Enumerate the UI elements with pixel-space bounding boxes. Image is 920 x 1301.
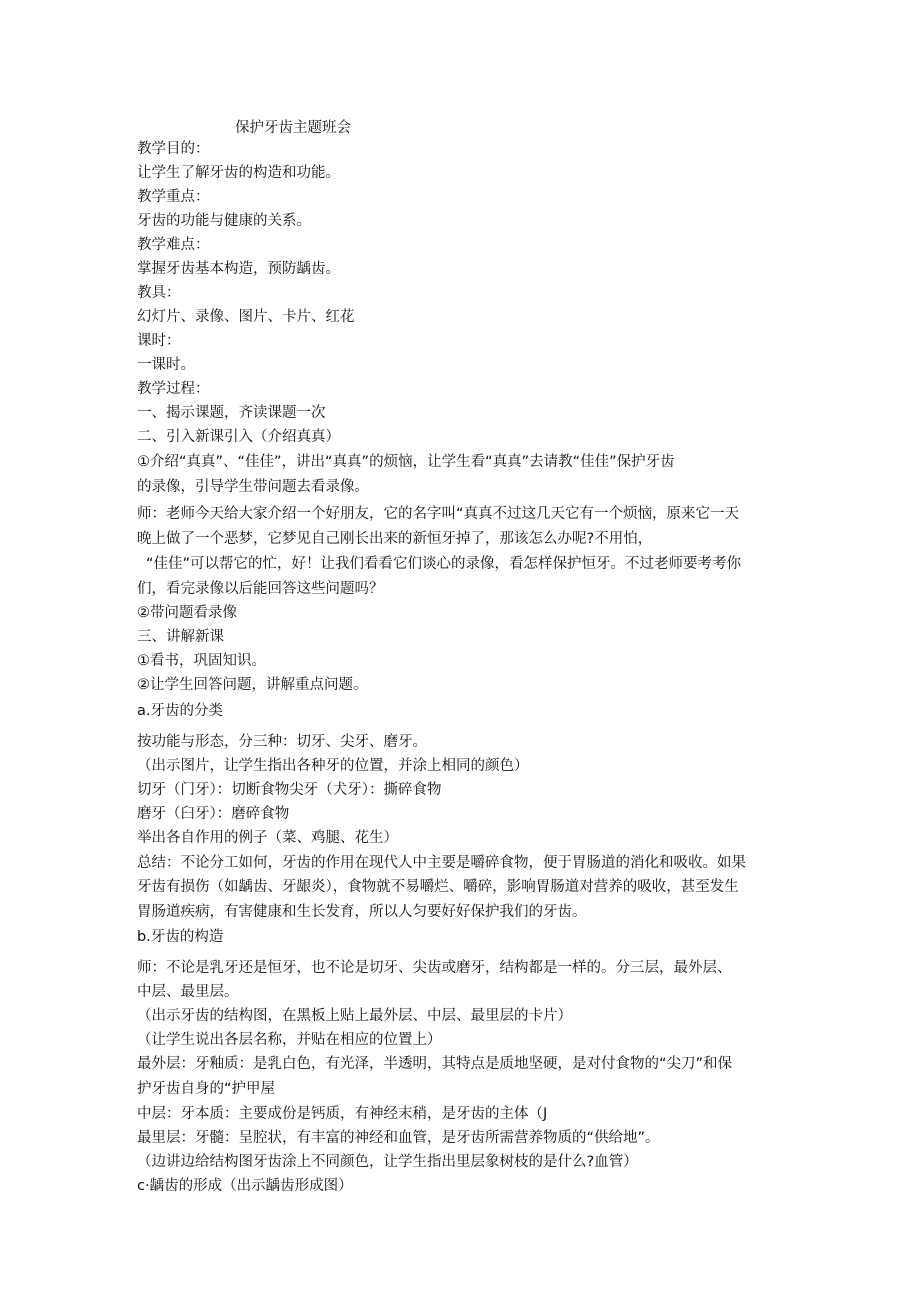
- paragraph-line: 磨牙（臼牙）：磨碎食物: [137, 806, 290, 822]
- paragraph-line: 让学生了解牙齿的构造和功能。: [137, 165, 340, 181]
- paragraph-line: ①看书，巩固知识。: [137, 653, 266, 669]
- section-heading-teaching-aids: 教具：: [137, 285, 181, 301]
- paragraph-line: “佳佳”可以帮它的忙，好！让我们看看它们谈心的录像，看怎样保护恒牙。不过老师要考考你: [146, 556, 742, 572]
- paragraph-line: 师：不论是乳牙还是恒牙，也不论是切牙、尖齿或磨牙，结构都是一样的。分三层，最外层、: [137, 960, 732, 976]
- paragraph-line: 二、引入新课引入（介绍真真）: [137, 429, 340, 445]
- paragraph-line: 一课时。: [137, 357, 195, 373]
- document-title: 保护牙齿主题班会: [235, 120, 351, 136]
- section-heading-process: 教学过程：: [137, 381, 210, 397]
- paragraph-line: ①介绍“真真”、“佳佳”，讲出“真真”的烦恼，让学生看“真真”去请教“佳佳”保护牙齿: [137, 454, 675, 470]
- paragraph-line: 的录像，引导学生带问题去看录像。: [137, 479, 369, 495]
- paragraph-line: 总结：不论分工如何，牙齿的作用在现代人中主要是嚼碎食物，便于胃肠道的消化和吸收。如果: [137, 855, 746, 871]
- paragraph-line: 最里层：牙髓：呈腔状，有丰富的神经和血管，是牙齿所需营养物质的“供给地”。: [137, 1130, 660, 1146]
- paragraph-line: 们，看完录像以后能回答这些问题吗？: [137, 581, 384, 597]
- paragraph-line: 三、讲解新课: [137, 629, 224, 645]
- paragraph-line: 最外层：牙釉质：是乳白色，有光泽，半透明，其特点是质地坚硬，是对付食物的“尖刀”和保: [137, 1056, 733, 1072]
- paragraph-line: 中层：牙本质：主要成份是钙质，有神经末稍，是牙齿的主体（J: [137, 1106, 548, 1122]
- paragraph-line: 牙齿有损伤（如龋齿、牙龈炎），食物就不易嚼烂、嚼碎，影响胃肠道对营养的吸收，甚至发生: [137, 879, 739, 895]
- paragraph-line: （边讲边给结构图牙齿涂上不同颜色，让学生指出里层象树枝的是什么?血管）: [137, 1154, 638, 1170]
- paragraph-line: 掌握牙齿基本构造，预防龋齿。: [137, 261, 340, 277]
- paragraph-line: （出示牙齿的结构图，在黑板上贴上最外层、中层、最里层的卡片）: [137, 1008, 572, 1024]
- paragraph-line: 胃肠道疾病，有害健康和生长发育，所以人匀要好好保护我们的牙齿。: [137, 904, 587, 920]
- section-heading-difficulties: 教学难点：: [137, 237, 210, 253]
- section-heading-key-points: 教学重点：: [137, 189, 210, 205]
- paragraph-line: 幻灯片、录像、图片、卡片、红花: [137, 309, 355, 325]
- paragraph-line: （出示图片，让学生指出各种牙的位置，并涂上相同的颜色）: [137, 758, 529, 774]
- paragraph-line: ②带问题看录像: [137, 605, 237, 621]
- paragraph-line: 一、揭示课题，齐读课题一次: [137, 405, 326, 421]
- paragraph-line: 中层、最里层。: [137, 984, 239, 1000]
- paragraph-line: 按功能与形态，分三种：切牙、尖牙、磨牙。: [137, 734, 427, 750]
- paragraph-line: 举出各自作用的例子（菜、鸡腿、花生）: [137, 830, 398, 846]
- subsection-heading: b.牙齿的构造: [137, 929, 224, 945]
- section-heading-objective: 教学目的：: [137, 141, 210, 157]
- subsection-heading: a.牙齿的分类: [137, 703, 223, 719]
- paragraph-line: （让学生说出各层名称，并贴在相应的位置上）: [137, 1032, 442, 1048]
- paragraph-line: 护牙齿自身的“护甲屋: [137, 1081, 276, 1097]
- section-heading-class-hours: 课时：: [137, 333, 181, 349]
- paragraph-line: 晚上做了一个恶梦，它梦见自己刚长出来的新恒牙掉了，那该怎么办呢?不用怕，: [137, 531, 653, 547]
- paragraph-line: 师：老师今天给大家介绍一个好朋友，它的名字叫“真真不过这几天它有一个烦恼，原来它一天: [137, 506, 740, 522]
- subsection-heading: c·龋齿的形成（出示龋齿形成图）: [137, 1178, 353, 1194]
- paragraph-line: ②让学生回答问题，讲解重点问题。: [137, 677, 368, 693]
- paragraph-line: 牙齿的功能与健康的关系。: [137, 213, 311, 229]
- paragraph-line: 切牙（门牙）：切断食物尖牙（犬牙）：撕碎食物: [137, 782, 442, 798]
